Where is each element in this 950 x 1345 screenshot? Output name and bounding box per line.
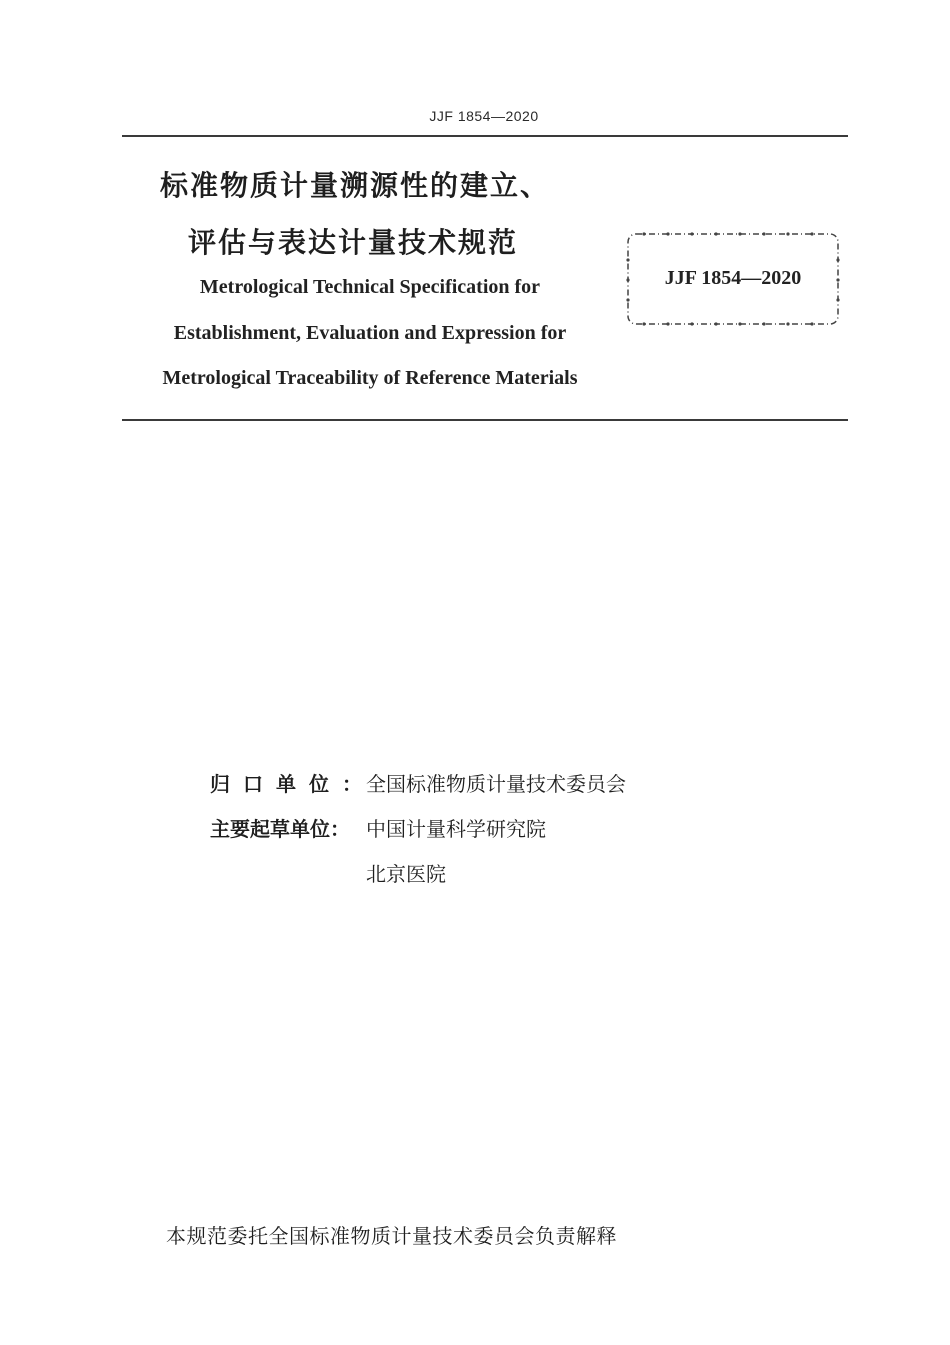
interpretation-note: 本规范委托全国标准物质计量技术委员会负责解释 [166,1224,617,1248]
drafting-unit-row-2 [366,858,446,887]
bottom-rule [122,419,848,421]
drafting-unit-value-2: 北京医院 [366,862,446,886]
title-english-line-3: Metrological Traceability of Reference Materials [162,367,578,389]
title-chinese-line-1: 标准物质计量溯源性的建立、 [160,169,551,202]
drafting-unit-label: 主要起草单位： [210,817,350,841]
drafting-unit-row [210,813,546,842]
drafting-unit-value-1: 中国计量科学研究院 [366,817,546,841]
header-standard-code: JJF 1854—2020 [429,108,539,124]
top-rule [122,135,848,137]
title-english-line-1: Metrological Technical Specification for [199,276,541,298]
standard-code-box [624,230,842,328]
code-box-label: JJF 1854—2020 [664,267,802,289]
responsible-unit-row [210,768,626,797]
responsible-unit-value: 全国标准物质计量技术委员会 [366,772,626,796]
responsible-unit-label: 归口单位： [210,772,375,796]
title-english-line-2: Establishment, Evaluation and Expression for [173,322,567,344]
title-chinese-line-2: 评估与表达计量技术规范 [188,226,519,259]
